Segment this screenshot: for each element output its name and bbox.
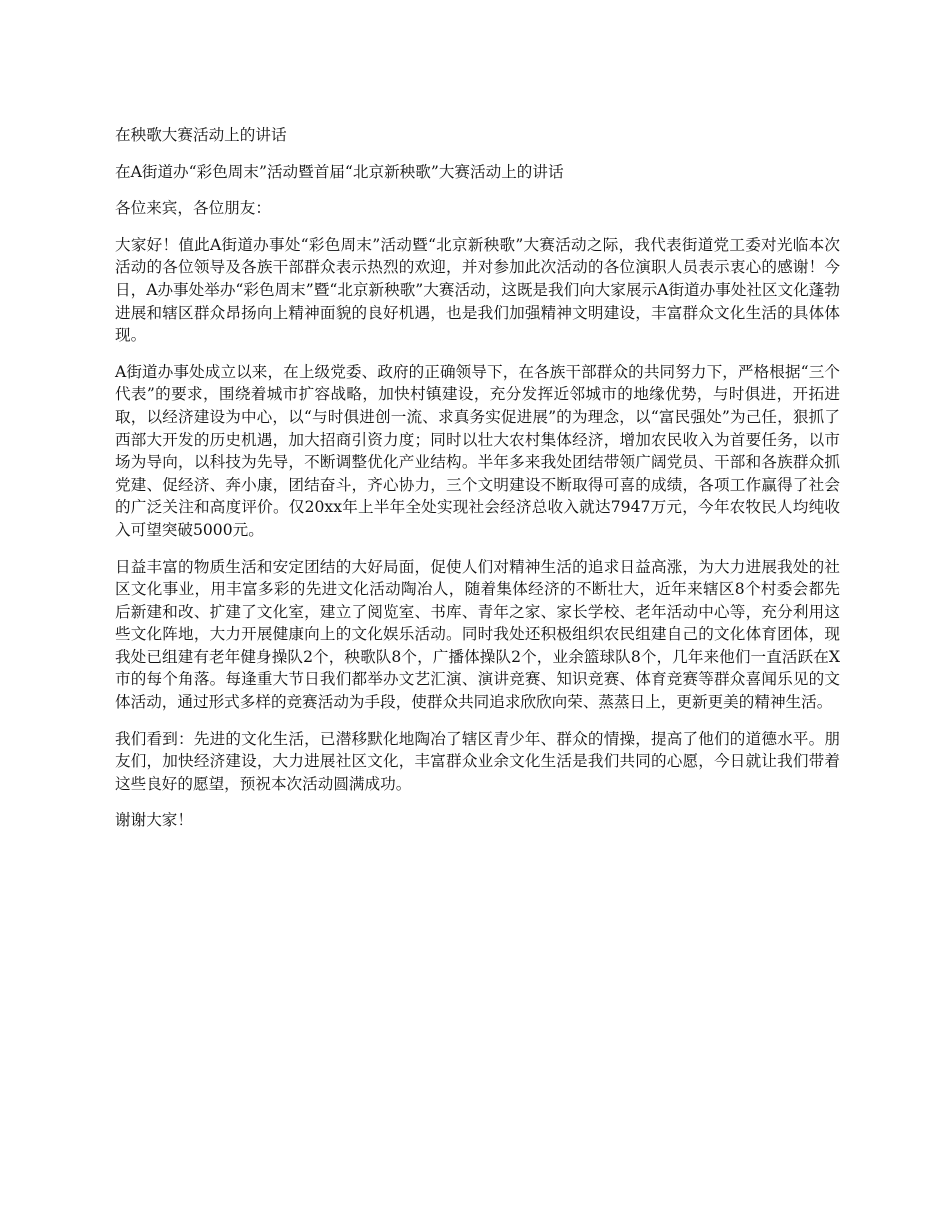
paragraph-3: 日益丰富的物质生活和安定团结的大好局面，促使人们对精神生活的追求日益高涨，为大力进展我处的社区文化事业，用丰富多彩的先进文化活动陶冶人，随着集体经济的不断壮大，近年来辖区8个村委会都先后新建和改、扩建了文化室，建立了阅览室、书库、青年之家、家长学校、老年活动中心等，充分利用这些文化阵地，大力开展健康向上的文化娱乐活动。同时我处还积极组织农民组建自己的文化体育团体，现我处已组建有老年健身操队2个，秧歌队8个，广播体操队2个，业余篮球队8个，几年来他们一直活跃在X市的每个角落。每逢重大节日我们都举办文艺汇演、演讲竞赛、知识竞赛、体育竞赛等群众喜闻乐见的文体活动，通过形式多样的竞赛活动为手段，使群众共同追求欣欣向荣、蒸蒸日上，更新更美的精神生活。 <box>115 557 840 712</box>
paragraph-2: A街道办事处成立以来，在上级党委、政府的正确领导下，在各族干部群众的共同努力下，严格根据“三个代表”的要求，围绕着城市扩容战略，加快村镇建设，充分发挥近邻城市的地缘优势，与时俱进，开拓进取，以经济建设为中心，以“与时俱进创一流、求真务实促进展”的为理念，以“富民强处”为己任，狠抓了西部大开发的历史机遇，加大招商引资力度；同时以壮大农村集体经济，增加农民收入为首要任务，以市场为导向，以科技为先导，不断调整优化产业结构。半年多来我处团结带领广阔党员、干部和各族群众抓党建、促经济、奔小康，团结奋斗，齐心协力，三个文明建设不断取得可喜的成绩，各项工作赢得了社会的广泛关注和高度评价。仅20xx年上半年全处实现社会经济总收入就达7947万元，今年农牧民人均纯收入可望突破5000元。 <box>115 362 840 539</box>
greeting: 各位来宾，各位朋友： <box>115 199 271 218</box>
paragraph-1: 大家好！值此A街道办事处“彩色周末”活动暨“北京新秧歌”大赛活动之际，我代表街道党工委对光临本次活动的各位领导及各族干部群众表示热烈的欢迎，并对参加此次活动的各位演职人员表示衷心的感谢！今日，A办事处举办“彩色周末”暨“北京新秧歌”大赛活动，这既是我们向大家展示A街道办事处社区文化蓬勃进展和辖区群众昂扬向上精神面貌的良好机遇，也是我们加强精神文明建设，丰富群众文化生活的具体体现。 <box>115 235 840 345</box>
document-subtitle: 在A街道办“彩色周末”活动暨首届“北京新秧歌”大赛活动上的讲话 <box>115 162 564 181</box>
document-title: 在秧歌大赛活动上的讲话 <box>115 126 287 144</box>
closing: 谢谢大家！ <box>115 811 193 830</box>
paragraph-4: 我们看到：先进的文化生活，已潜移默化地陶冶了辖区青少年、群众的情操，提高了他们的道德水平。朋友们，加快经济建设，大力进展社区文化，丰富群众业余文化生活是我们共同的心愿，今日就让我们带着这些良好的愿望，预祝本次活动圆满成功。 <box>115 729 840 793</box>
document-page <box>115 124 840 846</box>
